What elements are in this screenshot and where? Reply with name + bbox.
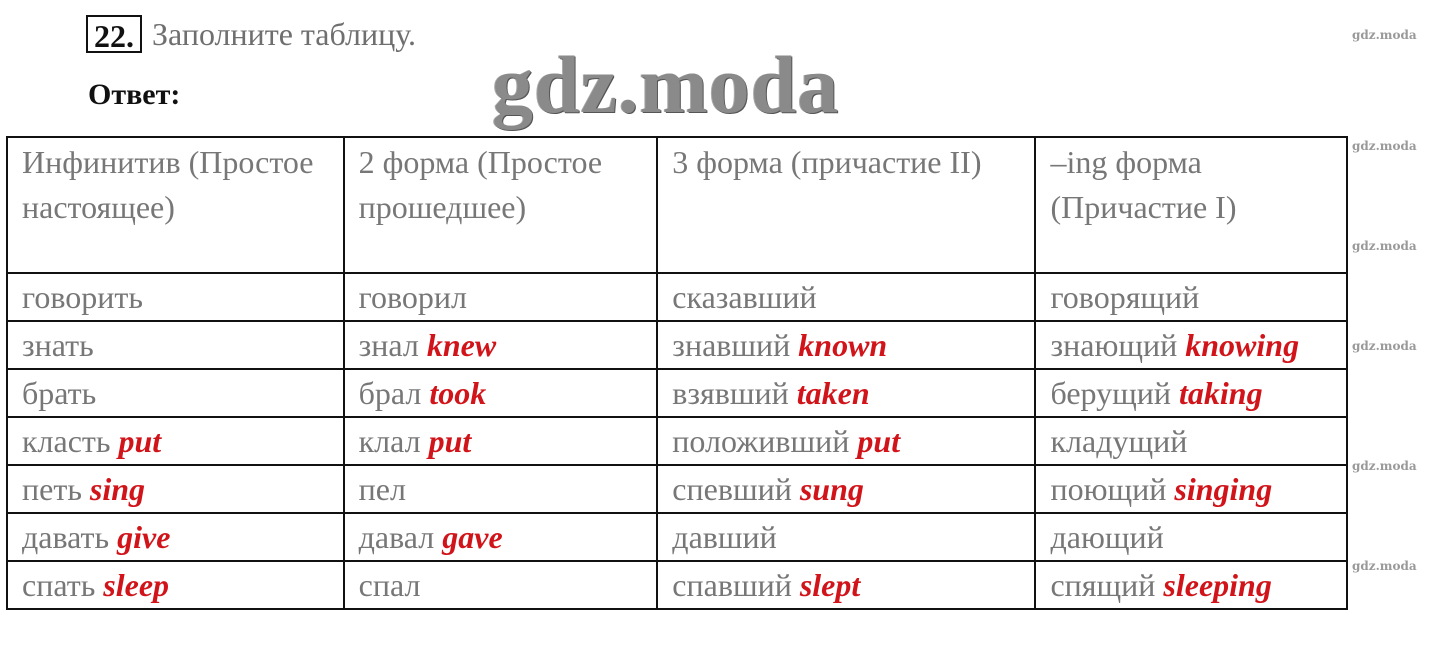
russian-word: положивший <box>672 423 850 459</box>
table-cell <box>344 369 658 417</box>
watermark: gdz.moda <box>1352 139 1417 153</box>
russian-word: брать <box>22 375 97 411</box>
english-answer: sleep <box>103 567 170 603</box>
english-answer: sleeping <box>1163 567 1272 603</box>
table-cell <box>657 369 1035 417</box>
russian-word: сказавший <box>672 279 817 315</box>
table-cell <box>344 273 658 321</box>
table-cell <box>1035 561 1347 609</box>
english-answer: taken <box>796 375 870 411</box>
table-cell <box>1035 465 1347 513</box>
russian-word: клал <box>358 423 421 459</box>
table-row <box>7 561 1347 609</box>
table-cell <box>657 513 1035 561</box>
task-number: 22. <box>86 15 142 53</box>
english-answer: gave <box>442 519 503 555</box>
header-participle-ii: 3 форма (причастие II) <box>657 137 1035 273</box>
site-logo: gdz.moda <box>492 39 840 130</box>
english-answer: put <box>857 423 901 459</box>
table-row <box>7 513 1347 561</box>
task-header <box>86 12 416 56</box>
table-cell <box>657 561 1035 609</box>
table-row <box>7 321 1347 369</box>
russian-word: дающий <box>1050 519 1164 555</box>
russian-word: петь <box>22 471 82 507</box>
russian-word: поющий <box>1050 471 1167 507</box>
table-cell <box>657 417 1035 465</box>
answer-label: Ответ: <box>88 78 181 111</box>
russian-word: говорить <box>22 279 143 315</box>
table-cell <box>1035 369 1347 417</box>
table-cell <box>1035 513 1347 561</box>
russian-word: спать <box>22 567 96 603</box>
table-row <box>7 369 1347 417</box>
table-cell <box>344 417 658 465</box>
english-answer: give <box>117 519 171 555</box>
russian-word: знающий <box>1050 327 1178 363</box>
table-cell <box>7 513 344 561</box>
table-cell <box>344 321 658 369</box>
english-answer: took <box>429 375 487 411</box>
russian-word: знавший <box>672 327 791 363</box>
table-row <box>7 465 1347 513</box>
russian-word: берущий <box>1050 375 1171 411</box>
task-instruction: Заполните таблицу. <box>152 15 416 52</box>
english-answer: knew <box>426 327 497 363</box>
table-cell <box>7 321 344 369</box>
header-infinitive: Инфинитив (Простое настоящее) <box>7 137 344 273</box>
russian-word: давать <box>22 519 110 555</box>
english-answer: put <box>118 423 162 459</box>
table-cell <box>344 513 658 561</box>
russian-word: знал <box>358 327 419 363</box>
russian-word: кладущий <box>1050 423 1188 459</box>
russian-word: знать <box>22 327 94 363</box>
table-cell <box>7 465 344 513</box>
watermark: gdz.moda <box>1352 28 1417 42</box>
russian-word: брал <box>358 375 422 411</box>
table-header-row <box>7 137 1347 273</box>
table-row <box>7 273 1347 321</box>
table-cell <box>7 417 344 465</box>
english-answer: sung <box>799 471 864 507</box>
table-cell <box>1035 273 1347 321</box>
russian-word: спевший <box>672 471 792 507</box>
watermark: gdz.moda <box>1352 459 1417 473</box>
verb-forms-table <box>6 136 1348 610</box>
english-answer: slept <box>799 567 861 603</box>
english-answer: known <box>798 327 888 363</box>
table-cell <box>7 561 344 609</box>
english-answer: singing <box>1174 471 1273 507</box>
russian-word: спал <box>358 567 421 603</box>
header-ing-form: –ing форма (Причастие I) <box>1035 137 1347 273</box>
russian-word: класть <box>22 423 111 459</box>
watermark: gdz.moda <box>1352 339 1417 353</box>
table-row <box>7 417 1347 465</box>
russian-word: давший <box>672 519 777 555</box>
watermark: gdz.moda <box>1352 239 1417 253</box>
russian-word: спавший <box>672 567 792 603</box>
table-cell <box>7 273 344 321</box>
english-answer: sing <box>89 471 146 507</box>
watermark: gdz.moda <box>1352 559 1417 573</box>
table-cell <box>7 369 344 417</box>
russian-word: пел <box>358 471 406 507</box>
russian-word: давал <box>358 519 435 555</box>
english-answer: knowing <box>1185 327 1300 363</box>
table-cell <box>344 465 658 513</box>
table-cell <box>1035 321 1347 369</box>
table-cell <box>657 321 1035 369</box>
russian-word: говорил <box>358 279 467 315</box>
table-cell <box>657 465 1035 513</box>
russian-word: говорящий <box>1050 279 1200 315</box>
english-answer: taking <box>1179 375 1263 411</box>
russian-word: спящий <box>1050 567 1156 603</box>
table-cell <box>657 273 1035 321</box>
russian-word: взявший <box>672 375 789 411</box>
table-cell <box>344 561 658 609</box>
header-past-simple: 2 форма (Простое прошедшее) <box>344 137 658 273</box>
table-cell <box>1035 417 1347 465</box>
english-answer: put <box>428 423 472 459</box>
